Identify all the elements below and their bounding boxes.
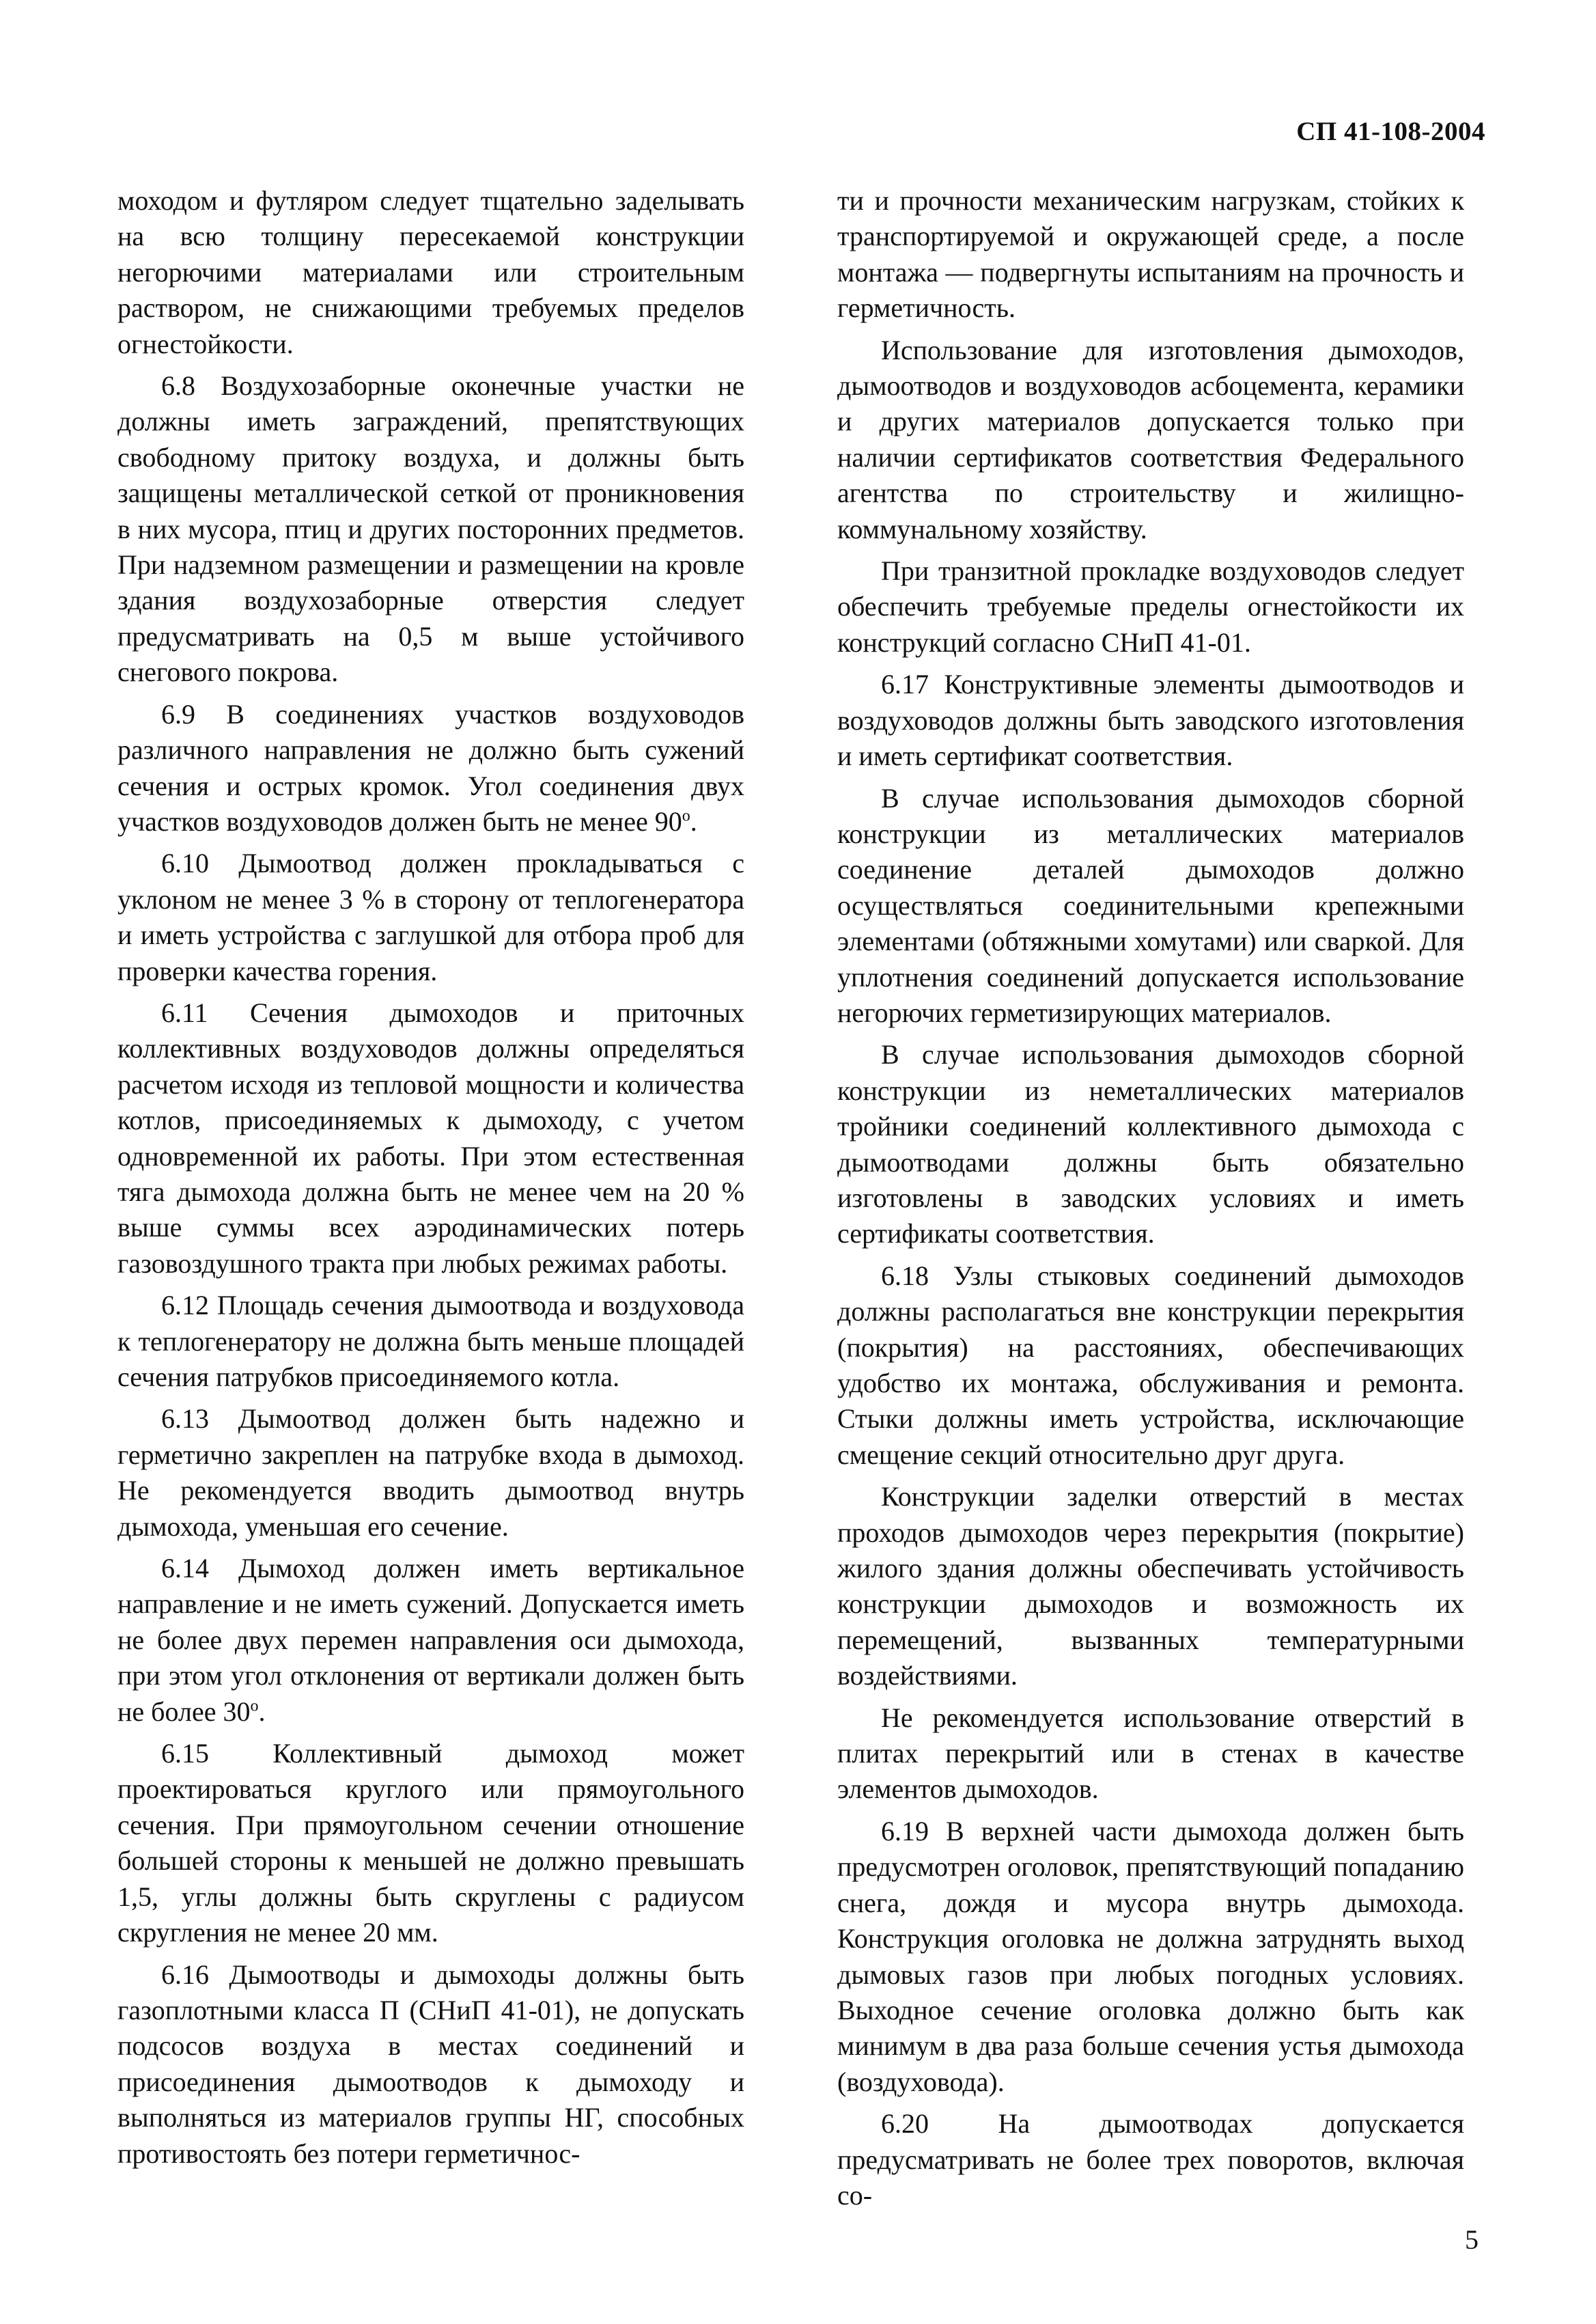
clause-6-10: 6.10 Дымоотвод должен прокладываться с уклоном не менее 3 % в сторону от теплогенератора и иметь устройства с заглушкой для отбора проб для проверки качества горения.: [117, 848, 744, 986]
paragraph-transit: При транзитной прокладке воздуховодов следует обеспечить требуемые пределы огнестойкости их конструкций согласно СНиП 41-01.: [837, 555, 1464, 658]
clause-6-9-end: .: [690, 805, 697, 837]
paragraph-continuation: ти и прочности механическим нагрузкам, стойких к транспортируемой и окружающей среде, а после монтажа — подвергнуты испытаниям на прочность и герметичность.: [837, 185, 1464, 324]
paragraph-nonmetal-chimneys: В случае использования дымоходов сборной конструкции из неметаллических материалов тройники соединений коллективного дымохода с дымоотводами должны быть обязательно изготовлены в заводских условиях и иметь сертификаты соответствия.: [837, 1039, 1464, 1249]
paragraph-openings: Конструкции заделки отверстий в местах проходов дымоходов через перекрытия (покрытие) жилого здания должны обеспечивать устойчивость конструкции дымоходов и возможность их перемещений, вызванных температурными воздействиями.: [837, 1481, 1464, 1691]
paragraph-continuation: моходом и футляром следует тщательно заделывать на всю толщину пересекаемой конструкции негорючими материалами или строительным раствором, не снижающими требуемых пределов огнестойкости.: [117, 185, 744, 359]
clause-6-13: 6.13 Дымоотвод должен быть надежно и герметично закреплен на патрубке входа в дымоход. Не рекомендуется вводить дымоотвод внутрь дымохода, уменьшая его сечение.: [117, 1403, 744, 1542]
clause-6-19: 6.19 В верхней части дымохода должен быть предусмотрен оголовок, препятствующий попаданию снега, дождя и мусора внутрь дымохода. Конструкция оголовка не должна затруднять выход дымовых газов при любых погодных условиях. Выходное сечение оголовка должно быть как минимум в два раза больше сечения устья дымохода (воздуховода).: [837, 1815, 1464, 2097]
paragraph-materials: Использование для изготовления дымоходов, дымоотводов и воздуховодов асбоцемента, керамики и других материалов допускается только при наличии сертификатов соответствия Федерального агентства по строительству и жилищно-коммунальному хозяйству.: [837, 334, 1464, 544]
document-code: СП 41-108-2004: [1296, 117, 1485, 146]
clause-6-15: 6.15 Коллективный дымоход может проектироваться круглого или прямоугольного сечения. При прямоугольном сечении отношение большей стороны к меньшей не должно превышать 1,5, углы должны быть скруглены с радиусом скругления не менее 20 мм.: [117, 1738, 744, 1948]
clause-6-18: 6.18 Узлы стыковых соединений дымоходов должны располагаться вне конструкции перекрытия (покрытия) на расстояниях, обеспечивающих удобство их монтажа, обслуживания и ремонта. Стыки должны иметь устройства, исключающие смещение секций относительно друг друга.: [837, 1260, 1464, 1470]
clause-6-9: [117, 697, 744, 840]
paragraph-metal-chimneys: В случае использования дымоходов сборной конструкции из металлических материалов соединение деталей дымоходов должно осуществляться соединительными крепежными элементами (обтяжными хомутами) или сваркой. Для уплотнения соединений допускается использование негорючих герметизирующих материалов.: [837, 782, 1464, 1028]
clause-6-8: 6.8 Воздухозаборные оконечные участки не должны иметь заграждений, препятствующих свободному притоку воздуха, и должны быть защищены металлической сеткой от проникновения в них мусора, птиц и других посторонних предметов. При надземном размещении и размещении на кровле здания воздухозаборные отверстия следует предусматривать на 0,5 м выше устойчивого снегового покрова.: [117, 370, 744, 688]
clause-6-12: 6.12 Площадь сечения дымоотвода и воздуховода к теплогенератору не должна быть меньше площадей сечения патрубков присоединяемого котла.: [117, 1290, 744, 1392]
page-number: 5: [1465, 2224, 1479, 2255]
clause-6-16: 6.16 Дымоотводы и дымоходы должны быть газоплотными класса П (СНиП 41-01), не допускать подсосов воздуха в местах соединений и присоединения дымоотводов к дымоходу и выполняться из материалов группы НГ, способных противостоять без потери герметичнос-: [117, 1959, 744, 2169]
clause-6-14: [117, 1551, 744, 1730]
clause-6-11: 6.11 Сечения дымоходов и приточных коллективных воздуховодов должны определяться расчетом исходя из тепловой мощности и количества котлов, присоединяемых к дымоходу, с учетом одновременной их работы. При этом естественная тяга дымохода должна быть не менее чем на 20 % выше суммы всех аэродинамических потерь газовоздушного тракта при любых режимах работы.: [117, 997, 744, 1279]
clause-6-17: 6.17 Конструктивные элементы дымоотводов и воздуховодов должны быть заводского изготовления и иметь сертификат соответствия.: [837, 669, 1464, 772]
paragraph-not-recommended: Не рекомендуется использование отверстий в плитах перекрытий или в стенах в качестве элементов дымоходов.: [837, 1702, 1464, 1805]
clause-6-14-end: .: [258, 1696, 266, 1727]
clause-6-14-text: 6.14 Дымоход должен иметь вертикальное направление и не иметь сужений. Допускается иметь не более двух перемен направления оси дымохода, при этом угол отклонения от вертикали должен быть не более 30: [117, 1553, 744, 1727]
clause-6-9-text: 6.9 В соединениях участков воздуховодов различного направления не должно быть сужений сечения и острых кромок. Угол соединения двух участков воздуховодов должен быть не менее 90: [117, 698, 744, 837]
degree-mark: о: [682, 807, 690, 825]
left-column: [117, 183, 744, 2178]
degree-mark: о: [250, 1697, 259, 1715]
right-column: [837, 183, 1464, 2219]
clause-6-20: 6.20 На дымоотводах допускается предусматривать не более трех поворотов, включая со-: [837, 2108, 1464, 2211]
